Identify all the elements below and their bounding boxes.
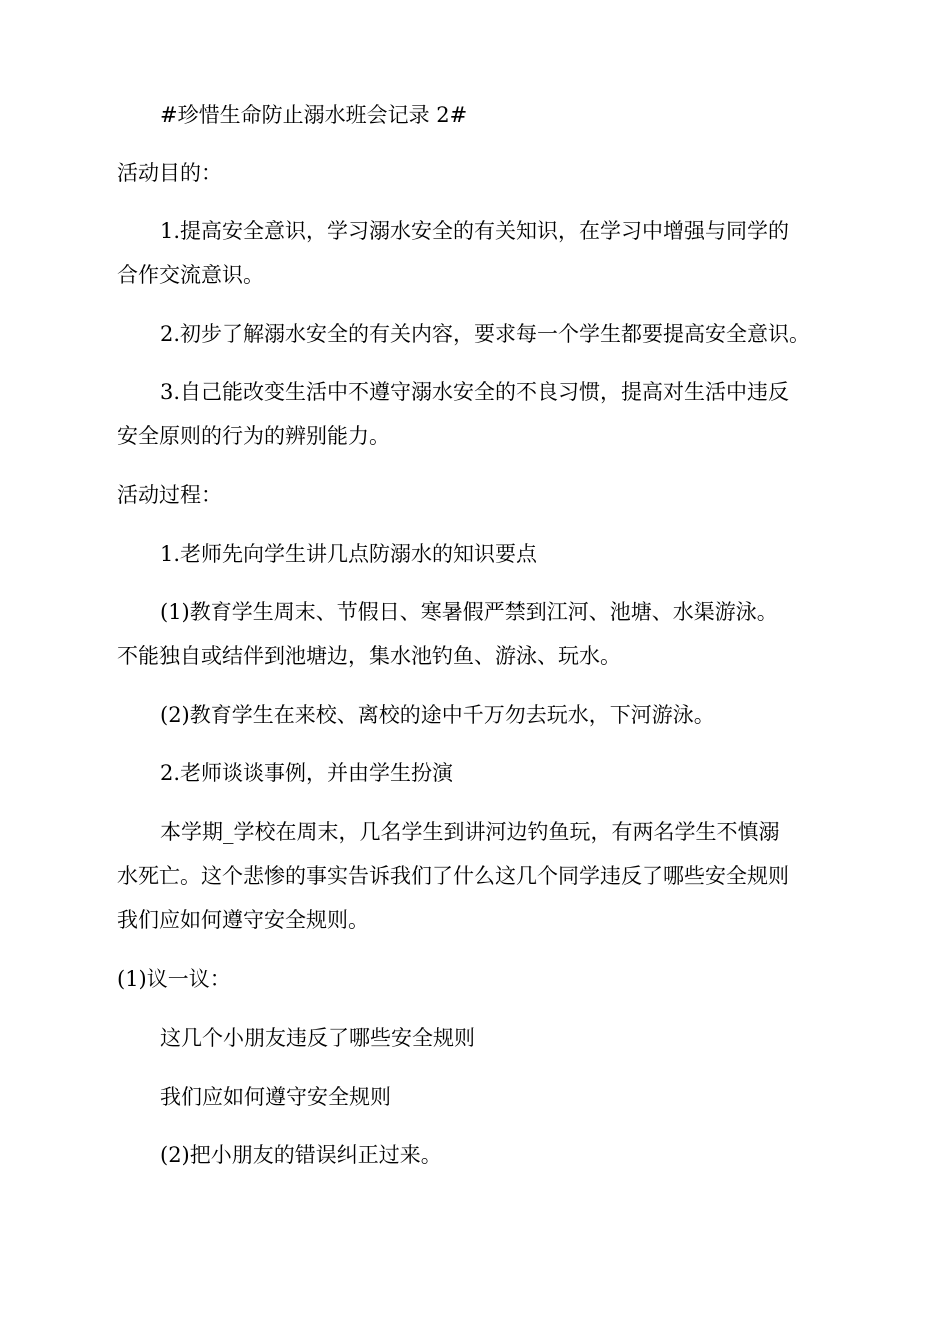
paragraph-line: 我们应如何遵守安全规则。	[117, 908, 369, 932]
paragraph-line: 我们应如何遵守安全规则	[160, 1085, 391, 1109]
paragraph-line: 1.老师先向学生讲几点防溺水的知识要点	[160, 542, 538, 566]
paragraph-line: 不能独自或结伴到池塘边，集水池钓鱼、游泳、玩水。	[117, 644, 621, 668]
paragraph-line: 合作交流意识。	[117, 263, 264, 287]
paragraph-line: 2.老师谈谈事例，并由学生扮演	[160, 761, 454, 785]
paragraph-line: (2)把小朋友的错误纠正过来。	[160, 1143, 442, 1167]
paragraph-line: 2.初步了解溺水安全的有关内容，要求每一个学生都要提高安全意识。	[160, 322, 811, 346]
paragraph-line: 3.自己能改变生活中不遵守溺水安全的不良习惯，提高对生活中违反	[160, 380, 790, 404]
paragraph-line: 水死亡。这个悲惨的事实告诉我们了什么这几个同学违反了哪些安全规则	[117, 864, 789, 888]
paragraph-line: 1.提高安全意识，学习溺水安全的有关知识，在学习中增强与同学的	[160, 219, 790, 243]
paragraph-line: (2)教育学生在来校、离校的途中千万勿去玩水，下河游泳。	[160, 703, 715, 727]
document-title: #珍惜生命防止溺水班会记录 2#	[160, 103, 468, 127]
section-heading-process: 活动过程：	[117, 483, 222, 507]
paragraph-line: 本学期_学校在周末，几名学生到讲河边钓鱼玩，有两名学生不慎溺	[160, 820, 780, 844]
section-heading-goals: 活动目的：	[117, 161, 222, 185]
paragraph-line: (1)教育学生周末、节假日、寒暑假严禁到江河、池塘、水渠游泳。	[160, 600, 778, 624]
paragraph-line: 这几个小朋友违反了哪些安全规则	[160, 1026, 475, 1050]
paragraph-line: 安全原则的行为的辨别能力。	[117, 424, 390, 448]
paragraph-line: (1)议一议：	[117, 967, 231, 991]
